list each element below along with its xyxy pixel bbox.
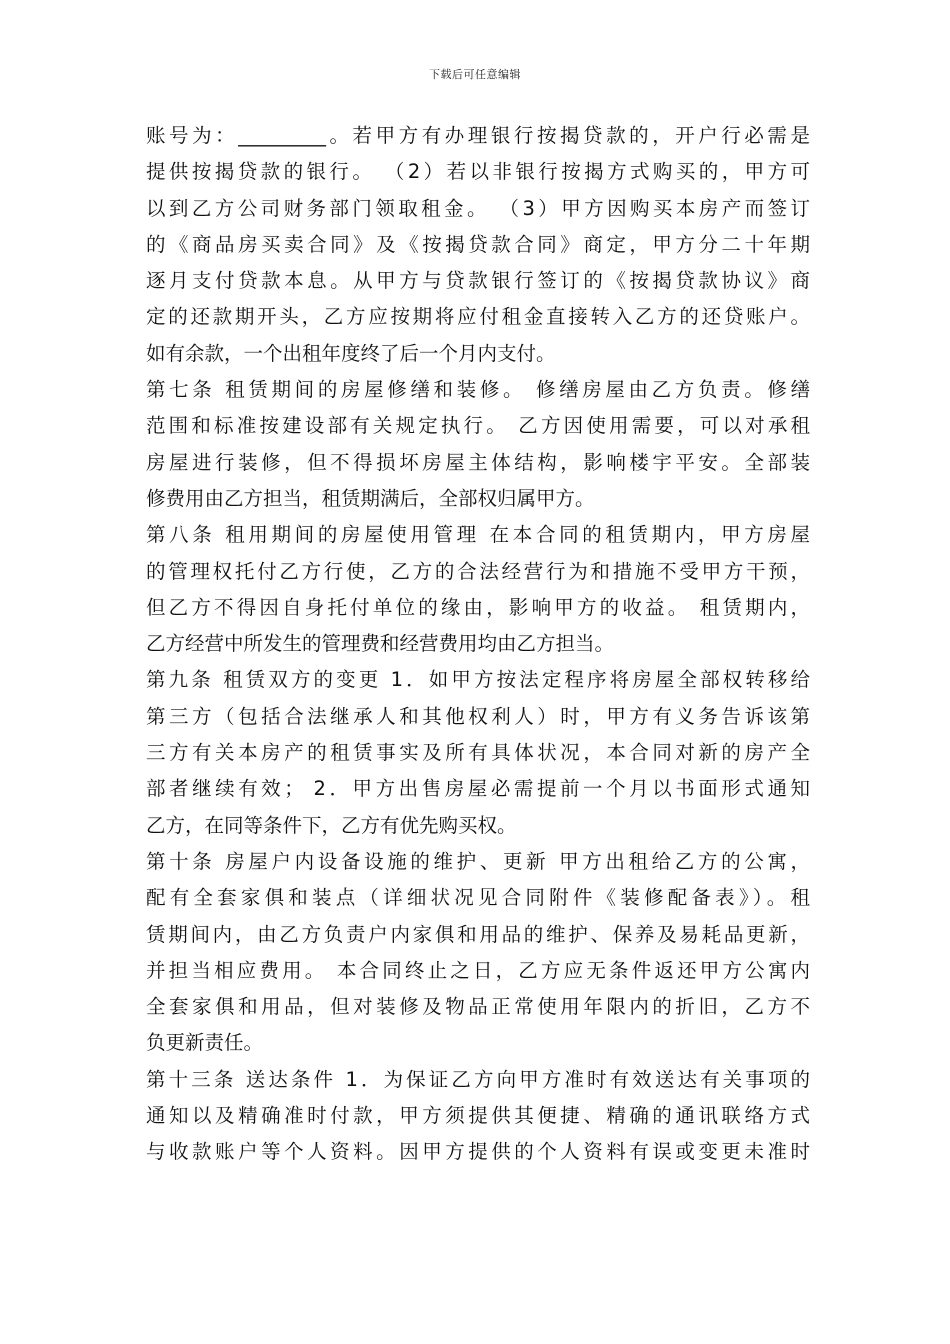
text-line: 提供按揭贷款的银行。 （2）若以非银行按揭方式购买的，甲方可 <box>146 160 810 184</box>
text-line: 三方有关本房产的租赁事实及所有具体状况，本合同对新的房产全 <box>146 741 810 765</box>
article-7-heading-line: 第七条 租赁期间的房屋修缮和装修。 修缮房屋由乙方负责。修缮 <box>146 378 810 402</box>
article-10-heading-line: 第十条 房屋户内设备设施的维护、更新 甲方出租给乙方的公寓， <box>146 849 810 873</box>
text-line: 全套家俱和用品，但对装修及物品正常使用年限内的折旧，乙方不 <box>146 995 810 1019</box>
text-line: 逐月支付贷款本息。从甲方与贷款银行签订的《按揭贷款协议》商 <box>146 269 810 293</box>
text-line: 的管理权托付乙方行使，乙方的合法经营行为和措施不受甲方干预， <box>146 559 810 583</box>
page-header: 下载后可任意编辑 <box>429 68 521 81</box>
text-line: 赁期间内，由乙方负责户内家俱和用品的维护、保养及易耗品更新， <box>146 922 810 946</box>
text-line: 但乙方不得因自身托付单位的缘由，影响甲方的收益。 租赁期内， <box>146 595 810 619</box>
article-8-heading-line: 第八条 租用期间的房屋使用管理 在本合同的租赁期内，甲方房屋 <box>146 523 810 547</box>
text-line: 负更新责任。 <box>146 1031 264 1055</box>
text-line: 范围和标准按建设部有关规定执行。 乙方因使用需要，可以对承租 <box>146 414 810 438</box>
contract-body <box>146 118 810 1171</box>
text-line: 以到乙方公司财务部门领取租金。 （3）甲方因购买本房产而签订 <box>146 196 810 220</box>
text-line: 如有余款，一个出租年度终了后一个月内支付。 <box>146 341 556 365</box>
text-line: 配有全套家俱和装点（详细状况见合同附件《装修配备表》）。租 <box>146 886 810 910</box>
text-line: 修费用由乙方担当，租赁期满后，全部权归属甲方。 <box>146 486 595 510</box>
text-line: 乙方经营中所发生的管理费和经营费用均由乙方担当。 <box>146 632 615 656</box>
text-line: 通知以及精确准时付款，甲方须提供其便捷、精确的通讯联络方式 <box>146 1104 810 1128</box>
text-line: 部者继续有效； 2．甲方出售房屋必需提前一个月以书面形式通知 <box>146 777 810 801</box>
text-line: 乙方，在同等条件下，乙方有优先购买权。 <box>146 813 517 837</box>
article-13-heading-line: 第十三条 送达条件 1．为保证乙方向甲方准时有效送达有关事项的 <box>146 1067 810 1091</box>
text-line: 并担当相应费用。 本合同终止之日，乙方应无条件返还甲方公寓内 <box>146 958 810 982</box>
text-line: 第三方（包括合法继承人和其他权利人）时，甲方有义务告诉该第 <box>146 704 810 728</box>
text-line: 房屋进行装修，但不得损坏房屋主体结构，影响楼宇平安。全部装 <box>146 450 810 474</box>
article-9-heading-line: 第九条 租赁双方的变更 1．如甲方按法定程序将房屋全部权转移给 <box>146 668 810 692</box>
text-line: 的《商品房买卖合同》及《按揭贷款合同》商定，甲方分二十年期 <box>146 232 810 256</box>
text-line: 账号为：_________。若甲方有办理银行按揭贷款的，开户行必需是 <box>146 124 810 147</box>
text-line: 定的还款期开头，乙方应按期将应付租金直接转入乙方的还贷账户。 <box>146 305 810 329</box>
text-line: 与收款账户等个人资料。因甲方提供的个人资料有误或变更未准时 <box>146 1140 810 1164</box>
